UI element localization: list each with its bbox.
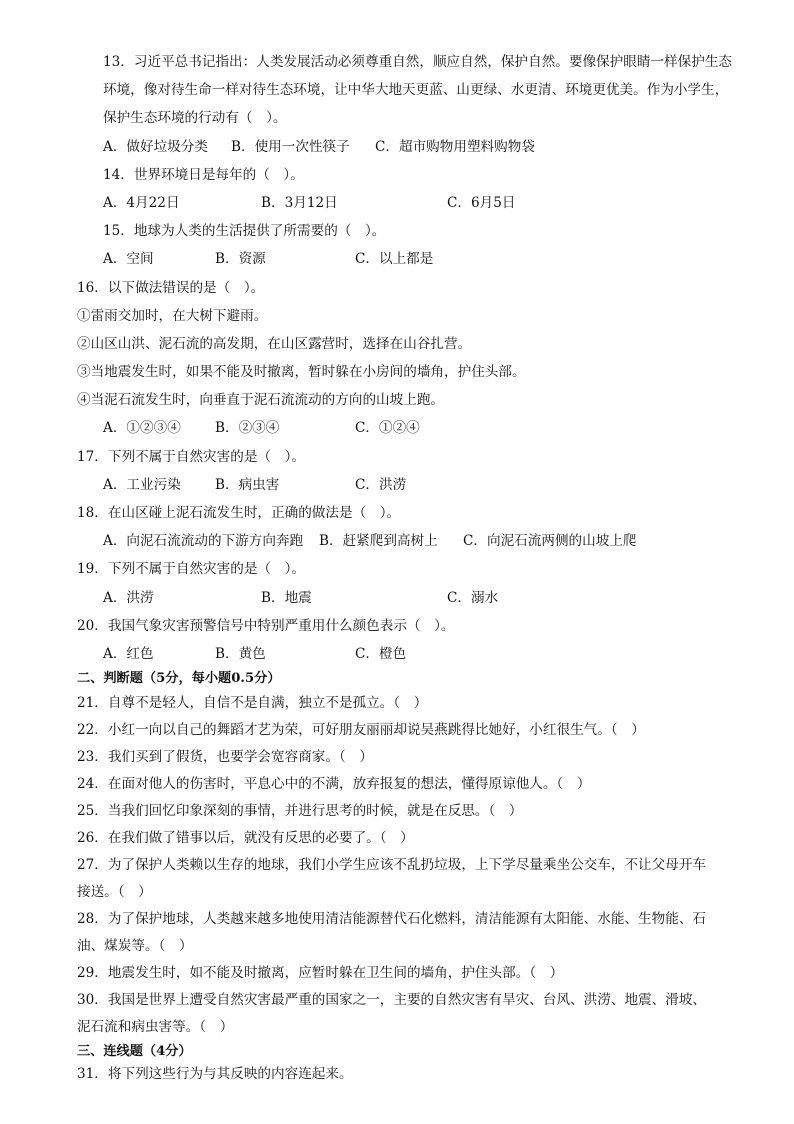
- q16-item-2: ②山区山洪、泥石流的高发期，在山区露营时，选择在山谷扎营。: [77, 335, 472, 352]
- q13-option-a: A．做好垃圾分类: [103, 138, 208, 155]
- q14-option-a: A．4月22日: [103, 194, 180, 211]
- q15-stem: 15．地球为人类的生活提供了所需要的（ ）。: [103, 223, 386, 240]
- q18-option-b: B．赶紧爬到高树上: [319, 533, 438, 550]
- judgement-item-30-line-1: 30．我国是世界上遭受自然灾害最严重的国家之一，主要的自然灾害有旱灾、台风、洪涝、地震、滑坡、: [77, 992, 707, 1009]
- judgement-item-28-line-2: 油、煤炭等。（ ）: [77, 938, 193, 955]
- q17-options: [103, 471, 754, 499]
- q19-option-a: A．洪涝: [103, 589, 154, 606]
- q18-option-c: C．向泥石流两侧的山坡上爬: [463, 533, 637, 550]
- q17-stem: 17．下列不属于自然灾害的是（ ）。: [77, 448, 305, 465]
- q18-option-a: A．向泥石流流动的下游方向奔跑: [103, 533, 304, 550]
- q17-option-b: B．病虫害: [215, 476, 280, 493]
- q16-stem: 16．以下做法错误的是（ ）。: [77, 279, 265, 296]
- q16-options: [103, 414, 754, 442]
- q16-item-1: ①雷雨交加时，在大树下避雨。: [77, 307, 268, 324]
- q14-option-c: C．6月5日: [447, 194, 516, 211]
- q13-option-b: B．使用一次性筷子: [231, 138, 350, 155]
- q19-option-c: C．溺水: [447, 589, 499, 606]
- judgement-item-27-line-2: 接送。（ ）: [77, 884, 152, 901]
- q14-options: [103, 189, 754, 217]
- q15-option-b: B．资源: [215, 251, 266, 268]
- q17-option-c: C．洪涝: [355, 476, 407, 493]
- q16-option-a: A．①②③④: [103, 420, 181, 437]
- section-2-title: 二、判断题（5分，每小题0.5分）: [77, 671, 281, 687]
- q20-option-c: C．橙色: [355, 645, 407, 662]
- q15-option-a: A．空间: [103, 251, 154, 268]
- q20-options: [103, 640, 754, 668]
- judgement-item-26: 26．在我们做了错事以后，就没有反思的必要了。（ ）: [77, 830, 414, 847]
- q14-option-b: B．3月12日: [261, 194, 338, 211]
- q13-line-2: 环境，像对待生命一样对待生态环境，让中华大地天更蓝、山更绿、水更清、环境更优美。作为小学生，: [103, 82, 729, 99]
- judgement-item-24: 24．在面对他人的伤害时，平息心中的不满，放弃报复的想法，懂得原谅他人。（ ）: [77, 776, 591, 793]
- q18-stem: 18．在山区碰上泥石流发生时，正确的做法是（ ）。: [77, 505, 401, 521]
- judgement-item-27-line-1: 27．为了保护人类赖以生存的地球，我们小学生应该不乱扔垃圾，上下学尽量乘坐公交车，不让父母开车: [77, 857, 707, 874]
- q20-option-a: A．红色: [103, 645, 154, 662]
- q16-option-c: C．①②④: [355, 420, 420, 437]
- q20-option-b: B．黄色: [215, 645, 266, 662]
- q31-stem: 31．将下列这些行为与其反映的内容连起来。: [77, 1066, 353, 1083]
- q16-item-3: ③当地震发生时，如果不能及时撤离，暂时躲在小房间的墙角，护住头部。: [77, 364, 526, 381]
- judgement-item-21: 21．自尊不是轻人，自信不是自满，独立不是孤立。（ ）: [77, 695, 428, 712]
- judgement-item-28-line-1: 28．为了保护地球，人类越来越多地使用清洁能源替代石化燃料，清洁能源有太阳能、水能、生物能、石: [77, 911, 707, 928]
- q13-line-1: 13．习近平总书记指出：人类发展活动必须尊重自然，顺应自然，保护自然。要像保护眼睛一样保护生态: [103, 54, 733, 70]
- q19-options: [103, 584, 754, 612]
- judgement-item-30-line-2: 泥石流和病虫害等。（ ）: [77, 1019, 234, 1036]
- judgement-item-22: 22．小红一向以自己的舞蹈才艺为荣，可好朋友丽丽却说吴燕跳得比她好，小红很生气。（ ）: [77, 722, 645, 739]
- q18-options: [103, 527, 754, 555]
- q16-item-4: ④当泥石流发生时，向垂直于泥石流流动的方向的山坡上跑。: [77, 392, 445, 409]
- q13-option-c: C．超市购物用塑料购物袋: [375, 138, 535, 155]
- q13-line-3: 保护生态环境的行动有（ ）。: [103, 110, 287, 127]
- q15-options: [103, 245, 754, 273]
- q19-option-b: B．地震: [261, 589, 312, 606]
- q14-stem: 14．世界环境日是每年的（ ）。: [103, 166, 304, 183]
- judgement-item-29: 29．地震发生时，如不能及时撤离，应暂时躲在卫生间的墙角，护住头部。（ ）: [77, 965, 564, 982]
- q19-stem: 19．下列不属于自然灾害的是（ ）。: [77, 561, 305, 578]
- judgement-list: [77, 690, 754, 1041]
- q15-option-c: C．以上都是: [355, 251, 434, 268]
- section-3-title: 三、连线题（4分）: [77, 1044, 192, 1060]
- q16-option-b: B．②③④: [215, 420, 280, 437]
- judgement-item-25: 25．当我们回忆印象深刻的事情，并进行思考的时候，就是在反思。（ ）: [77, 803, 523, 820]
- q20-stem: 20．我国气象灾害预警信号中特别严重用什么颜色表示（ ）。: [77, 617, 455, 634]
- q13-options: [103, 133, 754, 161]
- q17-option-a: A．工业污染: [103, 476, 181, 493]
- judgement-item-23: 23．我们买到了假货，也要学会宽容商家。（ ）: [77, 749, 373, 766]
